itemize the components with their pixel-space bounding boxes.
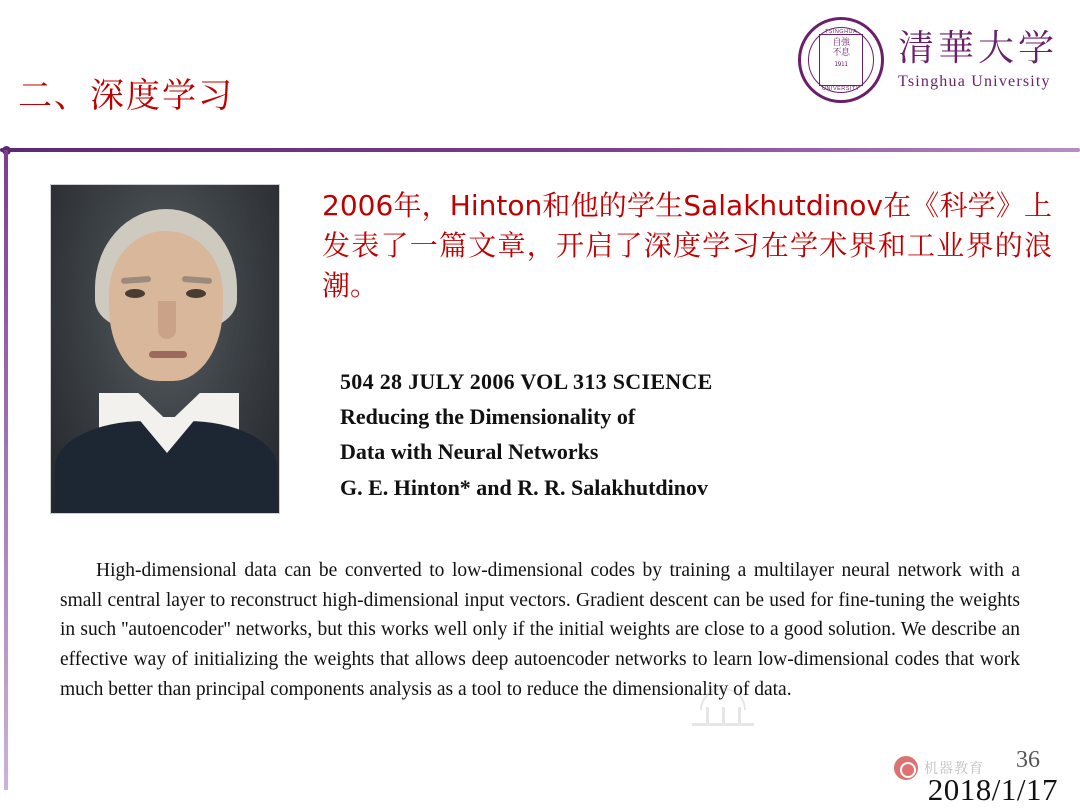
divider-bar [0,148,1080,152]
page-title: 二、深度学习 [18,76,234,116]
portrait-nose [158,301,176,339]
ghost-column-2 [722,707,725,723]
portrait-eye-left [125,289,145,298]
portrait-eye-right [186,289,206,298]
lead-paragraph: 2006年，Hinton和他的学生Salakhutdinov在《科学》上发表了一篇文章，开启了深度学习在学术界和工业界的浪潮。 [322,189,1052,302]
logo-text-block [898,29,1058,91]
portrait-mouth [149,351,187,358]
citation-header: 504 28 JULY 2006 VOL 313 SCIENCE [340,369,713,394]
slide-header [0,0,1080,150]
seal-center-label: 自強 不息 1911 [819,34,863,86]
logo-name-en: Tsinghua University [897,72,1051,90]
seal-ring-bottom-label: UNIVERSITY [821,86,860,92]
watermark-label: 机器教育 [924,761,984,777]
abstract-paragraph: High-dimensional data can be converted to low-dimensional codes by training a multilayer neural network with a small central layer to reconstruct high-dimensional input vectors. Gradient descent can be used for fine-tuning the weights in such ''autoencoder'' networks, but this works well only if the initial weights are close to a good solution. We describe an effective way of initializing the weights that allows deep autoencoder networks to learn low-dimensional codes that work much better than principal components analysis as a tool to reduce the dimensionality of data. [60,560,1020,700]
citation-title-line-1: Reducing the Dimensionality of [340,404,636,430]
left-accent-bar [4,150,8,790]
tsinghua-seal-icon [798,17,884,103]
ghost-base [692,723,754,726]
tsinghua-logo [778,10,1058,110]
ghost-column-3 [738,707,741,723]
citation-title-line-2: Data with Neural Networks [340,439,599,465]
date-stamp: 2018/1/17 [927,772,1058,807]
watermark-badge-icon [894,756,918,780]
citation-block [340,364,1040,505]
citation-authors: G. E. Hinton* and R. R. Salakhutdinov [340,474,709,500]
header-divider [0,146,1080,154]
ghost-column-1 [706,707,709,723]
logo-name-cn: 清華大学 [897,28,1058,70]
faded-building-logo-icon [688,688,758,732]
page-number: 36 [1016,747,1040,773]
hinton-portrait-image [50,184,280,514]
seal-ring-top-label: TSINGHUA [824,29,858,35]
